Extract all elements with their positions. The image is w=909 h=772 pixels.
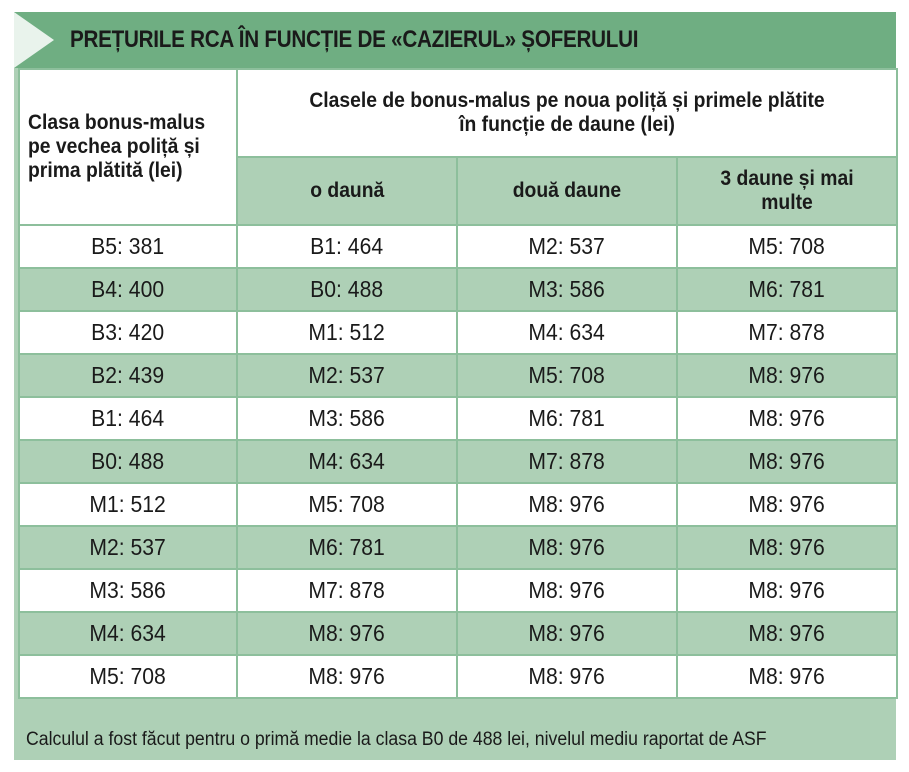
arrow-icon [14,12,74,68]
new-class-cell: M7: 878 [677,311,897,354]
new-class-cell: M5: 708 [237,483,457,526]
old-class-cell: M5: 708 [19,655,237,698]
new-class-cell: M8: 976 [677,612,897,655]
new-class-cell: M6: 781 [457,397,677,440]
new-class-cell: M4: 634 [457,311,677,354]
new-class-cell: M8: 976 [457,483,677,526]
new-class-cell: M8: 976 [237,655,457,698]
table-row [19,569,897,612]
new-class-cell: M8: 976 [677,526,897,569]
column-header: două daune [457,157,677,225]
header-new-class-group: Clasele de bonus-malus pe noua poliță și primele plătite în funcție de daune (lei) [237,69,897,157]
old-class-cell: B0: 488 [19,440,237,483]
table-row [19,311,897,354]
new-class-cell: M5: 708 [677,225,897,268]
new-class-cell: M8: 976 [677,483,897,526]
page-title: PREȚURILE RCA ÎN FUNCȚIE DE «CAZIERUL» ȘOFERULUI [70,26,639,53]
footnote: Calculul a fost făcut pentru o primă medie la clasa B0 de 488 lei, nivelul mediu raportat de ASF [26,729,767,750]
new-class-cell: M3: 586 [237,397,457,440]
new-class-cell: M7: 878 [237,569,457,612]
new-class-cell: M8: 976 [677,569,897,612]
new-class-cell: B1: 464 [237,225,457,268]
new-class-cell: M5: 708 [457,354,677,397]
new-class-cell: M1: 512 [237,311,457,354]
new-class-cell: M8: 976 [457,655,677,698]
new-class-cell: B0: 488 [237,268,457,311]
new-class-cell: M3: 586 [457,268,677,311]
table-row [19,526,897,569]
new-class-cell: M8: 976 [677,655,897,698]
title-bar [14,12,896,68]
new-class-cell: M2: 537 [237,354,457,397]
new-class-cell: M6: 781 [237,526,457,569]
old-class-cell: B4: 400 [19,268,237,311]
price-table [18,68,898,699]
old-class-cell: B1: 464 [19,397,237,440]
new-class-cell: M7: 878 [457,440,677,483]
new-class-cell: M2: 537 [457,225,677,268]
old-class-cell: B3: 420 [19,311,237,354]
new-class-cell: M8: 976 [457,569,677,612]
old-class-cell: B2: 439 [19,354,237,397]
table-row [19,354,897,397]
new-class-cell: M8: 976 [677,440,897,483]
header-old-class: Clasa bonus-malus pe vechea poliță și prima plătită (lei) [19,69,237,225]
column-header: 3 daune și mai multe [677,157,897,225]
table-row [19,483,897,526]
new-class-cell: M8: 976 [457,612,677,655]
new-class-cell: M8: 976 [677,397,897,440]
table-row [19,397,897,440]
new-class-cell: M6: 781 [677,268,897,311]
new-class-cell: M8: 976 [457,526,677,569]
table-row [19,268,897,311]
table-row [19,225,897,268]
old-class-cell: M4: 634 [19,612,237,655]
table-row [19,440,897,483]
old-class-cell: M1: 512 [19,483,237,526]
old-class-cell: M3: 586 [19,569,237,612]
table-row [19,612,897,655]
old-class-cell: B5: 381 [19,225,237,268]
old-class-cell: M2: 537 [19,526,237,569]
new-class-cell: M4: 634 [237,440,457,483]
table-row [19,655,897,698]
table-frame [14,12,896,760]
new-class-cell: M8: 976 [237,612,457,655]
column-header: o daună [237,157,457,225]
new-class-cell: M8: 976 [677,354,897,397]
